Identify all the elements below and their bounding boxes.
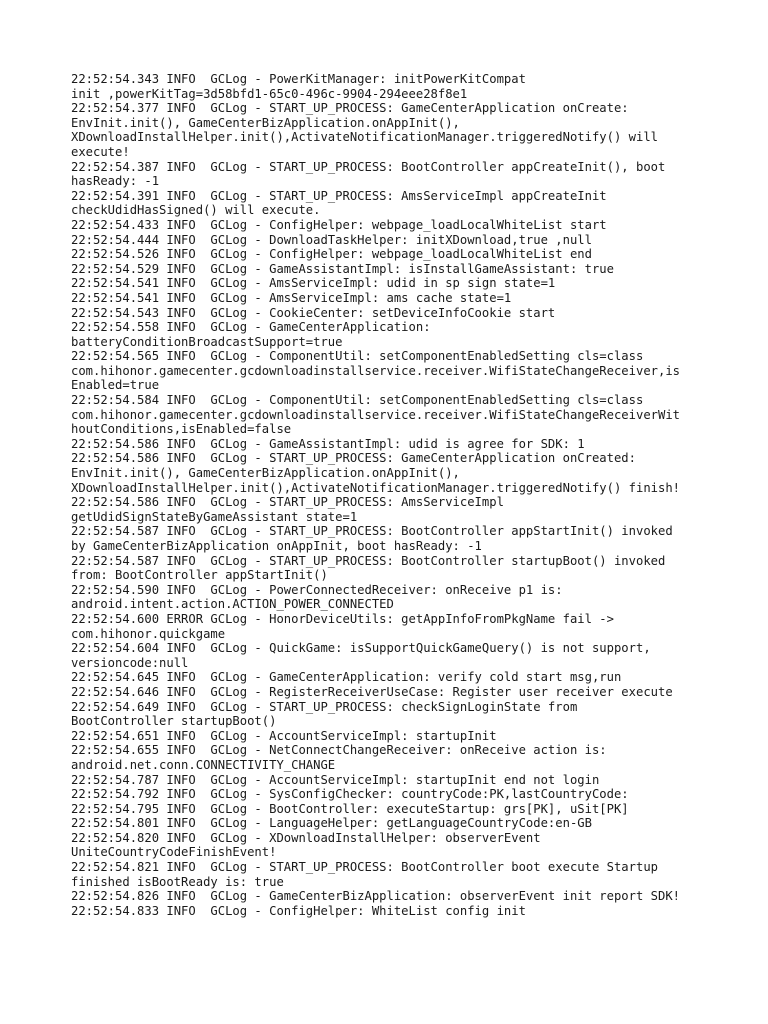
log-line: 22:52:54.587 INFO GCLog - START_UP_PROCESS: BootController appStartInit() invoked — [71, 524, 673, 539]
log-line: 22:52:54.821 INFO GCLog - START_UP_PROCESS: BootController boot execute Startup — [71, 860, 658, 875]
log-line: com.hihonor.gamecenter.gcdownloadinstallservice.receiver.WifiStateChangeReceiverWit — [71, 407, 681, 422]
log-line: 22:52:54.529 INFO GCLog - GameAssistantImpl: isInstallGameAssistant: true — [71, 261, 614, 276]
log-line: 22:52:54.526 INFO GCLog - ConfigHelper: webpage_loadLocalWhiteList end — [71, 247, 592, 262]
log-line: 22:52:54.377 INFO GCLog - START_UP_PROCESS: GameCenterApplication onCreate: — [71, 101, 629, 116]
log-line: 22:52:54.565 INFO GCLog - ComponentUtil: setComponentEnabledSetting cls=class — [71, 349, 644, 364]
log-line: 22:52:54.543 INFO GCLog - CookieCenter: setDeviceInfoCookie start — [71, 305, 556, 320]
log-line: 22:52:54.391 INFO GCLog - START_UP_PROCESS: AmsServiceImpl appCreateInit — [71, 188, 607, 203]
log-line: 22:52:54.541 INFO GCLog - AmsServiceImpl: ams cache state=1 — [71, 290, 512, 305]
log-line: 22:52:54.387 INFO GCLog - START_UP_PROCESS: BootController appCreateInit(), boot — [71, 159, 666, 174]
log-line: 22:52:54.444 INFO GCLog - DownloadTaskHelper: initXDownload,true ,null — [71, 232, 592, 247]
log-line: versioncode:null — [71, 655, 189, 670]
log-line: 22:52:54.604 INFO GCLog - QuickGame: isSupportQuickGameQuery() is not support, — [71, 641, 651, 656]
log-line: finished isBootReady is: true — [71, 874, 284, 889]
log-line: UniteCountryCodeFinishEvent! — [71, 845, 277, 860]
log-text-block — [71, 72, 711, 918]
log-line: houtConditions,isEnabled=false — [71, 422, 292, 437]
log-line: 22:52:54.792 INFO GCLog - SysConfigChecker: countryCode:PK,lastCountryCode: — [71, 787, 629, 802]
log-line: getUdidSignStateByGameAssistant state=1 — [71, 509, 358, 524]
log-line: 22:52:54.801 INFO GCLog - LanguageHelper: getLanguageCountryCode:en-GB — [71, 816, 592, 831]
log-line: EnvInit.init(), GameCenterBizApplication.onAppInit(), — [71, 115, 460, 130]
log-line: com.hihonor.quickgame — [71, 626, 226, 641]
log-line: 22:52:54.586 INFO GCLog - START_UP_PROCESS: AmsServiceImpl — [71, 495, 504, 510]
log-line: 22:52:54.787 INFO GCLog - AccountServiceImpl: startupInit end not login — [71, 772, 600, 787]
log-line: 22:52:54.586 INFO GCLog - START_UP_PROCESS: GameCenterApplication onCreated: — [71, 451, 636, 466]
log-line: checkUdidHasSigned() will execute. — [71, 203, 321, 218]
log-line: com.hihonor.gamecenter.gcdownloadinstallservice.receiver.WifiStateChangeReceiver,is — [71, 363, 681, 378]
log-line: XDownloadInstallHelper.init(),ActivateNotificationManager.triggeredNotify() finish! — [71, 480, 681, 495]
log-line: 22:52:54.795 INFO GCLog - BootController: executeStartup: grs[PK], uSit[PK] — [71, 801, 629, 816]
log-line: 22:52:54.651 INFO GCLog - AccountServiceImpl: startupInit — [71, 728, 497, 743]
log-line: android.intent.action.ACTION_POWER_CONNECTED — [71, 597, 394, 612]
log-line: 22:52:54.600 ERROR GCLog - HonorDeviceUtils: getAppInfoFromPkgName fail -> — [71, 611, 614, 626]
log-line: XDownloadInstallHelper.init(),ActivateNotificationManager.triggeredNotify() will — [71, 130, 658, 145]
log-line: Enabled=true — [71, 378, 160, 393]
log-line: 22:52:54.433 INFO GCLog - ConfigHelper: webpage_loadLocalWhiteList start — [71, 217, 607, 232]
log-line: 22:52:54.558 INFO GCLog - GameCenterApplication: — [71, 320, 431, 335]
log-line: 22:52:54.587 INFO GCLog - START_UP_PROCESS: BootController startupBoot() invoked — [71, 553, 666, 568]
log-line: 22:52:54.343 INFO GCLog - PowerKitManager: initPowerKitCompat — [71, 72, 526, 86]
log-line: execute! — [71, 144, 130, 159]
log-line: BootController startupBoot() — [71, 714, 277, 729]
log-line: batteryConditionBroadcastSupport=true — [71, 334, 343, 349]
log-line: 22:52:54.586 INFO GCLog - GameAssistantImpl: udid is agree for SDK: 1 — [71, 436, 585, 451]
log-line: 22:52:54.833 INFO GCLog - ConfigHelper: WhiteList config init — [71, 903, 526, 918]
log-line: 22:52:54.649 INFO GCLog - START_UP_PROCESS: checkSignLoginState from — [71, 699, 578, 714]
log-line: 22:52:54.645 INFO GCLog - GameCenterApplication: verify cold start msg,run — [71, 670, 622, 685]
log-line: 22:52:54.541 INFO GCLog - AmsServiceImpl: udid in sp sign state=1 — [71, 276, 556, 291]
log-line: hasReady: -1 — [71, 174, 160, 189]
log-line: 22:52:54.590 INFO GCLog - PowerConnectedReceiver: onReceive p1 is: — [71, 582, 563, 597]
log-line: by GameCenterBizApplication onAppInit, boot hasReady: -1 — [71, 539, 482, 553]
log-line: 22:52:54.584 INFO GCLog - ComponentUtil: setComponentEnabledSetting cls=class — [71, 393, 644, 408]
log-line: android.net.conn.CONNECTIVITY_CHANGE — [71, 757, 336, 772]
log-line: EnvInit.init(), GameCenterBizApplication.onAppInit(), — [71, 466, 460, 481]
log-line: 22:52:54.646 INFO GCLog - RegisterReceiverUseCase: Register user receiver execute — [71, 684, 673, 699]
log-line: 22:52:54.826 INFO GCLog - GameCenterBizApplication: observerEvent init report SDK! — [71, 889, 681, 904]
log-line: from: BootController appStartInit() — [71, 568, 328, 583]
log-line: 22:52:54.820 INFO GCLog - XDownloadInstallHelper: observerEvent — [71, 830, 541, 845]
log-line: 22:52:54.655 INFO GCLog - NetConnectChangeReceiver: onReceive action is: — [71, 743, 607, 758]
log-line: init ,powerKitTag=3d58bfd1-65c0-496c-9904-294eee28f8e1 — [71, 86, 468, 101]
